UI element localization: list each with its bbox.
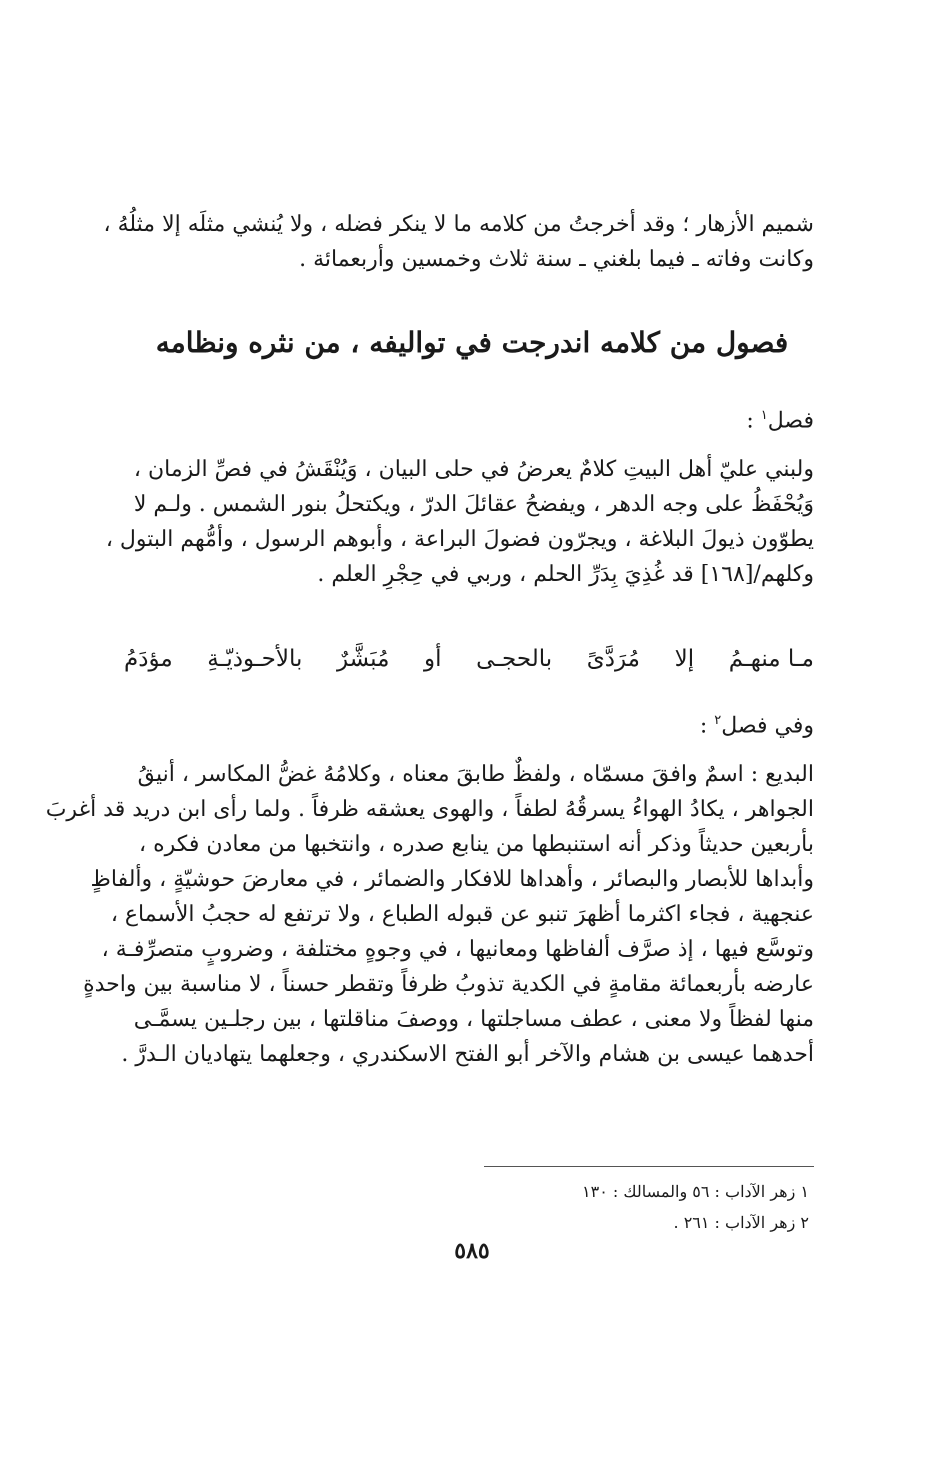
- verse-word: إلا: [674, 646, 695, 672]
- fasl-label-1: [746, 398, 814, 438]
- footnote-mark: ١: [760, 408, 768, 423]
- text-line: وكلهم/[١٦٨] قد غُذِيَ بِدَرِّ الحلم ، وربي في حِجْرِ العلم .: [317, 562, 814, 587]
- text-line: وأبداها للأبصار والبصائر ، وأهداها للافكار والضمائر ، في معارضَ حوشيّةٍ ، وألفاظٍ: [90, 867, 814, 892]
- text-line: ولبني عليّ أهل البيتِ كلامٌ يعرضُ في حلى البيان ، وَيُنْقَشُ في فصِّ الزمان ،: [133, 457, 814, 482]
- text-line: شميم الأزهار ؛ وقد أخرجتُ من كلامه ما لا ينكر فضله ، ولا يُنشي مثلَه إلا مثلُهُ ،: [103, 212, 814, 237]
- text-line: أحدهما عيسى بن هشام والآخر أبو الفتح الاسكندري ، وجعلهما يتهاديان الـدرَّ .: [121, 1042, 814, 1067]
- paragraph-ahl-al-bayt: [105, 452, 814, 592]
- footnote: ١ زهر الآداب : ٥٦ والمسالك : ١٣٠: [582, 1182, 809, 1201]
- verse-word: أو: [424, 646, 442, 672]
- paragraph-intro: [103, 207, 814, 277]
- section-heading: فصول من كلامه اندرجت في تواليفه ، من نثره ونظامه: [155, 326, 789, 359]
- verse-word: مُرَدَّىً: [586, 646, 640, 672]
- footnote-divider: [484, 1166, 814, 1167]
- verse-word: مُبَشَّرٌ: [336, 646, 390, 672]
- page-number: ٥٨٥: [454, 1238, 490, 1264]
- verse-word: مـا منهـمُ: [728, 646, 814, 672]
- text-line: وَيُحْفَظُ على وجه الدهر ، ويفضحُ عقائلَ الدرّ ، ويكتحلُ بنور الشمس . ولـم لا: [133, 492, 814, 517]
- fasl-label-suffix: :: [699, 713, 715, 739]
- text-line: وكانت وفاته ـ فيما بلغني ـ سنة ثلاث وخمسين وأربعمائة .: [299, 247, 814, 272]
- text-line: الجواهر ، يكادُ الهواءُ يسرقُهُ لطفاً ، والهوى يعشقه ظرفاً . ولما رأى ابن دريد قد أغربَ: [45, 797, 814, 822]
- footnotes: [582, 1176, 809, 1238]
- text-line: عارضه بأربعمائة مقامةٍ في الكدية تذوبُ ظرفاً وتقطر حسناً ، لا مناسبة بين واحدةٍ: [83, 972, 814, 997]
- text-line: بأربعين حديثاً وذكر أنه استنبطها من ينابع صدره ، وانتخبها من معادن فكره ،: [138, 832, 814, 857]
- fasl-label-text: وفي فصل: [721, 713, 814, 739]
- verse-word: بالأحـوذيّـةِ: [207, 646, 303, 672]
- footnote-mark: ٢: [714, 713, 722, 728]
- fasl-label-text: فصل: [767, 408, 814, 434]
- verse-word: بالحجـى: [476, 646, 553, 672]
- fasl-label-2: [700, 703, 814, 743]
- verse-word: مؤدَمُ: [124, 646, 173, 672]
- text-line: البديع : اسمٌ وافقَ مسمّاه ، ولفظٌ طابقَ معناه ، وكلامُهُ غضُّ المكاسر ، أنيقُ: [137, 762, 814, 787]
- footnote: ٢ زهر الآداب : ٢٦١ .: [673, 1213, 809, 1232]
- poem-verse: [124, 642, 814, 677]
- paragraph-al-badi: [45, 757, 814, 1072]
- text-line: يطوّون ذيولَ البلاغة ، ويجرّون فضولَ البراعة ، وأبوهم الرسول ، وأمُّهم البتول ،: [105, 527, 814, 552]
- text-line: وتوسَّع فيها ، إذ صرَّف ألفاظها ومعانيها ، في وجوهٍ مختلفة ، وضروبٍ متصرِّفـة ،: [101, 937, 814, 962]
- text-line: منها لفظاً ولا معنى ، عطف مساجلتها ، ووصفَ مناقلتها ، بين رجلـين يسمَّـى: [133, 1007, 814, 1032]
- text-line: عنجهية ، فجاء اكثرما أظهرَ تنبو عن قبوله الطباع ، ولا ترتفع له حجبُ الأسماع ،: [110, 902, 814, 927]
- fasl-label-suffix: :: [746, 408, 761, 434]
